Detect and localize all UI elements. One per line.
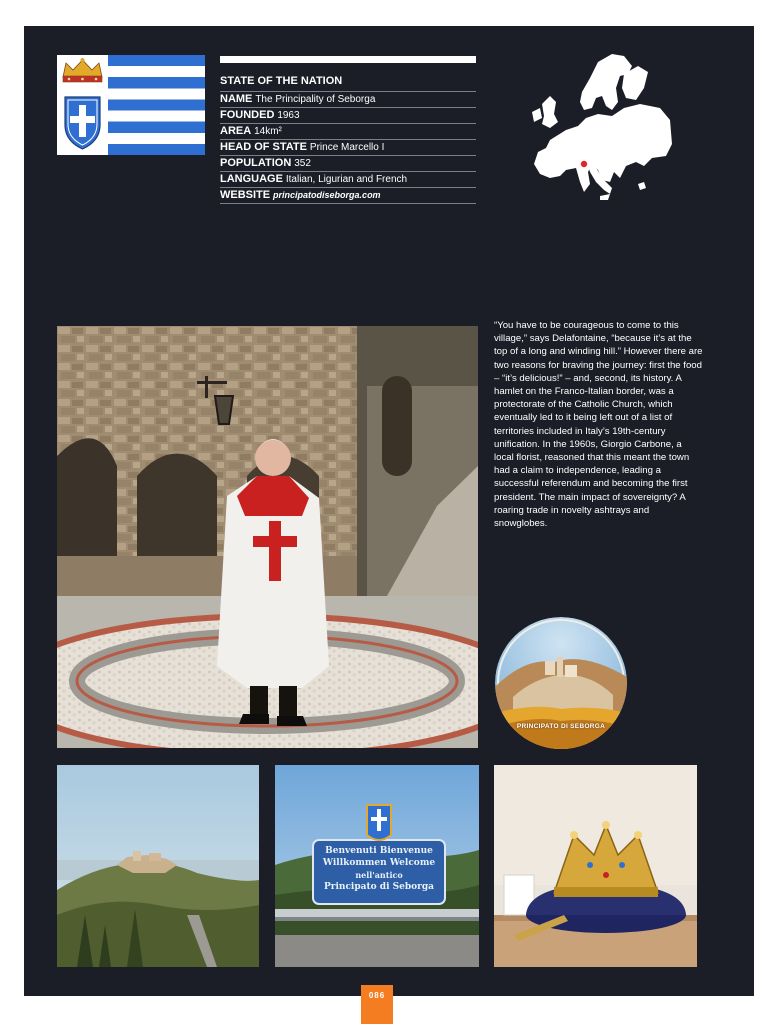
crown-icon: [63, 58, 102, 82]
seborga-location-marker: [581, 161, 587, 167]
state-of-the-nation-box: [220, 56, 476, 206]
badge-label: PRINCIPATO DI SEBORGA: [516, 723, 606, 730]
photo-royal-crown: [494, 765, 697, 967]
info-row-language: LANGUAGE Italian, Ligurian and French: [220, 171, 476, 187]
page-number: 086: [361, 985, 393, 1024]
info-row-population: POPULATION 352: [220, 155, 476, 171]
info-row-area: AREA 14km²: [220, 123, 476, 139]
info-row-head-of-state: HEAD OF STATE Prince Marcello I: [220, 139, 476, 155]
europe-map: [520, 48, 680, 208]
info-row-name: NAME The Principality of Seborga: [220, 91, 476, 107]
info-row-website: WEBSITE principatodiseborga.com: [220, 187, 476, 203]
flag-canton: [57, 55, 108, 155]
info-top-bar: [220, 56, 476, 63]
sign-text: Benvenuti Bienvenue Willkommen Welcome nell'antico Principato di Seborga: [322, 846, 436, 892]
shield-icon: [65, 97, 100, 149]
seborga-souvenir-badge: [495, 617, 627, 749]
europe-map-icon: [520, 48, 680, 208]
main-photo-knight: [57, 326, 478, 748]
article-body: [494, 319, 704, 530]
info-heading: STATE OF THE NATION: [220, 75, 343, 87]
seborga-flag: [57, 55, 205, 155]
article-paragraph: “You have to be courageous to come to this village,” says Delafontaine, “because it’s at the top of a long and winding hill.” However there are two reasons for braving the journey: first the food – “it’s delicious!” – and, second, its history. A hamlet on the Franco-Italian border, was a protectorate of the Catholic Church, which eventually led to it being left out of a list of territories included in Italy’s 19th-century unification. In the 1960s, Giorgio Carbone, a local florist, reasoned that this meant the town had a claim to independence, leading a successful referendum and becoming the first president. The main impact of sovereignty? A roaring trade in novelty ashtrays and snowglobes.: [494, 320, 703, 530]
info-row-founded: FOUNDED 1963: [220, 107, 476, 123]
photo-hillside-village: [57, 765, 259, 967]
crest-icon: [57, 55, 108, 155]
photo-welcome-sign: [275, 765, 479, 967]
